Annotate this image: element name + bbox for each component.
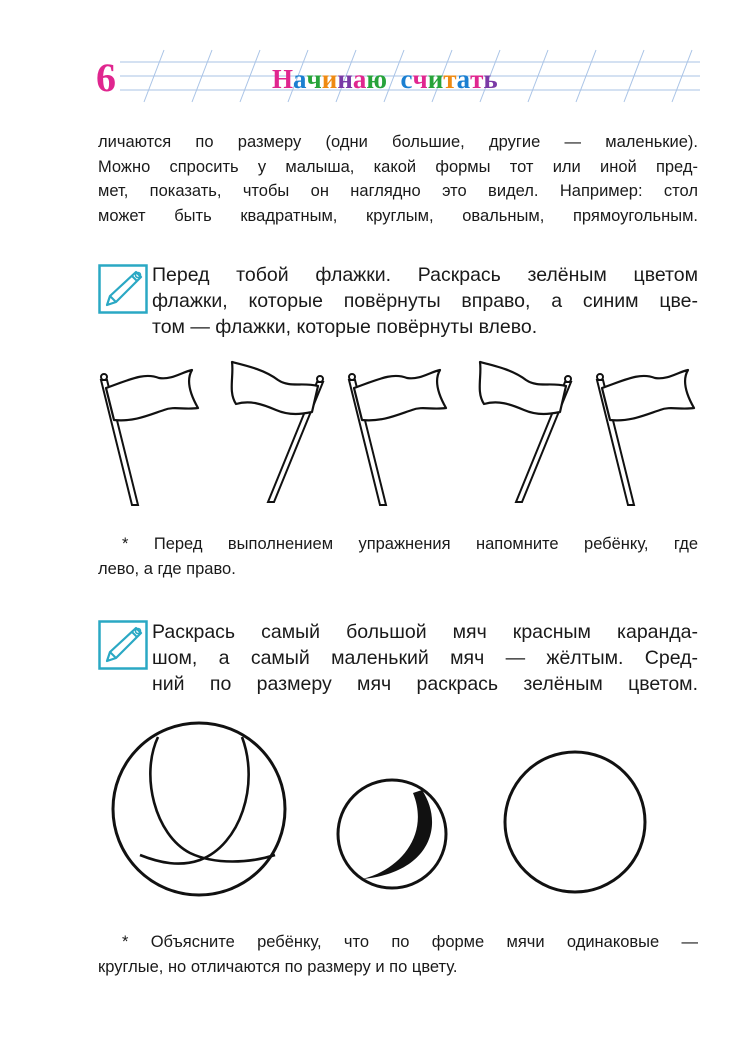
title-letter: и bbox=[427, 64, 444, 94]
intro-line: Можно спросить у малыша, какой формы тот или иной пред- bbox=[98, 157, 698, 176]
task1-line: Перед тобой флажки. Раскрась зелёным цветом bbox=[152, 264, 698, 286]
intro-line: мет, показать, чтобы он наглядно это видел. Например: стол bbox=[98, 182, 698, 200]
title-letter: с bbox=[400, 64, 413, 94]
intro-line: может быть квадратным, круглым, овальным, прямоугольным. bbox=[98, 206, 698, 225]
task2-line: ний по размеру мяч раскрась зелёным цветом. bbox=[152, 673, 698, 695]
title-letter: ь bbox=[483, 64, 498, 94]
large-ball bbox=[113, 723, 285, 895]
title-letter: и bbox=[321, 64, 338, 94]
title-letter: ю bbox=[366, 64, 388, 94]
task1-line: флажки, которые повёрнуты вправо, а синим цве- bbox=[152, 290, 698, 312]
flags-illustration bbox=[90, 350, 710, 515]
title-letter: т bbox=[443, 64, 457, 94]
flag-left bbox=[480, 362, 571, 502]
title-letter: а bbox=[352, 64, 367, 94]
note1-line: лево, а где право. bbox=[98, 559, 236, 578]
task2-line: Раскрась самый большой мяч красным каранда- bbox=[152, 621, 698, 643]
title-letter: ч bbox=[412, 64, 428, 94]
pencil-icon bbox=[98, 264, 148, 314]
flag-left bbox=[232, 362, 323, 502]
flag-right bbox=[349, 370, 446, 505]
title-letter: а bbox=[293, 64, 307, 94]
task2-line: шом, а самый маленький мяч — жёлтым. Сред- bbox=[152, 647, 698, 669]
title-letter bbox=[387, 66, 401, 93]
medium-ball bbox=[505, 752, 645, 892]
page-title bbox=[272, 66, 498, 93]
small-ball bbox=[338, 780, 446, 888]
balls-illustration bbox=[100, 715, 670, 905]
task1-line: том — флажки, которые повёрнуты влево. bbox=[152, 316, 538, 338]
pencil-icon bbox=[98, 620, 148, 670]
page-header bbox=[0, 40, 752, 120]
note2-line: круглые, но отличаются по размеру и по цвету. bbox=[98, 957, 458, 976]
note2-line: * Объясните ребёнку, что по форме мячи одинаковые — bbox=[122, 933, 698, 951]
page-number: 6 bbox=[96, 55, 116, 100]
title-letter: н bbox=[337, 64, 353, 94]
title-letter: ч bbox=[306, 64, 322, 94]
flag-right bbox=[597, 370, 694, 505]
note1-line: * Перед выполнением упражнения напомните ребёнку, где bbox=[122, 535, 698, 553]
title-letter: Н bbox=[272, 64, 294, 94]
title-letter: т bbox=[470, 64, 484, 94]
intro-line: личаются по размеру (одни большие, другие — маленькие). bbox=[98, 133, 698, 151]
title-letter: а bbox=[456, 64, 471, 94]
flag-right bbox=[101, 370, 198, 505]
